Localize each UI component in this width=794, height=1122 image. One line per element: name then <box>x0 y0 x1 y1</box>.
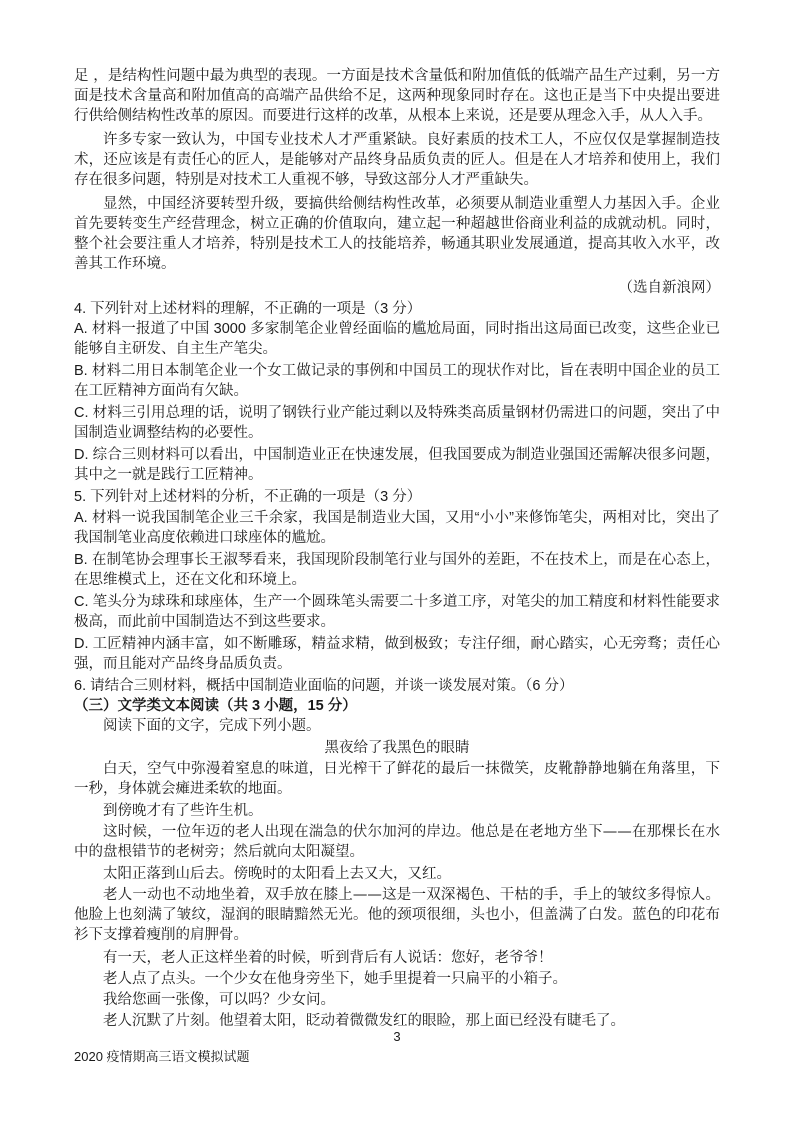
story-paragraph-3: 这时候，一位年迈的老人出现在湍急的伏尔加河的岸边。他总是在老地方坐下——在那棵长在水中的盘根错节的老树旁；然后就向太阳凝望。 <box>74 824 720 860</box>
story-paragraph-9: 老人沉默了片刻。他望着太阳，眨动着微微发红的眼睑，那上面已经没有睫毛了。 <box>103 1013 625 1029</box>
passage-paragraph-2: 许多专家一致认为，中国专业技术人才严重紧缺。良好素质的技术工人，不应仅仅是掌握制造技术，还应该是有责任心的匠人，是能够对产品终身品质负责的匠人。但是在人才培养和使用上，我们存在很多问题，特别是对技术工人重视不够，导致这部分人才严重缺失。 <box>74 132 720 188</box>
footer-title: 2020 疫情期高三语文模拟试题 <box>74 1049 250 1064</box>
question-5-option-b: B. 在制笔协会理事长王淑琴看来，我国现阶段制笔行业与国外的差距，不在技术上，而是在心态上，在思维模式上，还在文化和环境上。 <box>74 552 720 588</box>
question-5-option-a: A. 材料一说我国制笔企业三千余家，我国是制造业大国，又用“小小”来修饰笔尖，两相对比，突出了我国制笔业高度依赖进口球座体的尴尬。 <box>74 510 720 546</box>
question-4-stem: 4. 下列针对上述材料的理解，不正确的一项是（3 分） <box>74 301 422 317</box>
story-paragraph-1: 白天，空气中弥漫着窒息的味道，日光榨干了鲜花的最后一抹微笑，皮靴静静地躺在角落里，下一秒，身体就会瘫进柔软的地面。 <box>74 761 720 797</box>
question-4-option-b: B. 材料二用日本制笔企业一个女工做记录的事例和中国员工的现状作对比，旨在表明中国企业的员工在工匠精神方面尚有欠缺。 <box>74 363 720 399</box>
story-paragraph-8: 我给您画一张像，可以吗？少女问。 <box>103 992 335 1008</box>
story-paragraph-7: 老人点了点头。一个少女在他身旁坐下，她手里提着一只扁平的小箱子。 <box>103 971 567 987</box>
passage-paragraph-3: 显然，中国经济要转型升级，要搞供给侧结构性改革，必须要从制造业重塑人力基因入手。企业首先要转变生产经营理念，树立正确的价值取向，建立起一种超越世俗商业利益的成就动机。同时，整个社会要注重人才培养，特别是技术工人的技能培养，畅通其职业发展通道，提高其收入水平，改善其工作环境。 <box>74 196 720 272</box>
story-paragraph-4: 太阳正落到山后去。傍晚时的太阳看上去又大，又红。 <box>103 866 451 882</box>
story-title: 黑夜给了我黑色的眼睛 <box>324 740 470 756</box>
question-4-option-a: A. 材料一报道了中国 3000 多家制笔企业曾经面临的尴尬局面，同时指出这局面已改变，这些企业已能够自主研发、自主生产笔尖。 <box>74 321 720 357</box>
story-paragraph-2: 到傍晚才有了些许生机。 <box>103 803 263 819</box>
question-5-option-d: D. 工匠精神内涵丰富，如不断雕琢，精益求精，做到极致；专注仔细，耐心踏实，心无旁骛；责任心强，而且能对产品终身品质负责。 <box>74 636 720 672</box>
section-3-heading: （三）文学类文本阅读（共 3 小题，15 分） <box>74 698 357 714</box>
question-5-option-c: C. 笔头分为球珠和球座体，生产一个圆珠笔头需要二十多道工序，对笔尖的加工精度和材料性能要求极高，而此前中国制造达不到这些要求。 <box>74 594 720 630</box>
question-4-option-d: D. 综合三则材料可以看出，中国制造业正在快速发展，但我国要成为制造业强国还需解决很多问题，其中之一就是践行工匠精神。 <box>74 447 720 483</box>
question-5-stem: 5. 下列针对上述材料的分析，不正确的一项是（3 分） <box>74 489 422 505</box>
passage-paragraph-1: 足 ，是结构性问题中最为典型的表现。一方面是技术含量低和附加值低的低端产品生产过剩，另一方面是技术含量高和附加值高的高端产品供给不足，这两种现象同时存在。这也正是当下中央提出要进行供给侧结构性改革的原因。而要进行这样的改革，从根本上来说，还是要从理念入手，从人入手。 <box>74 68 720 124</box>
question-4-option-c: C. 材料三引用总理的话，说明了钢铁行业产能过剩以及特殊类高质量钢材仍需进口的问题，突出了中国制造业调整结构的必要性。 <box>74 405 720 441</box>
question-6: 6. 请结合三则材料，概括中国制造业面临的问题，并谈一谈发展对策。（6 分） <box>74 678 574 694</box>
story-paragraph-6: 有一天，老人正这样坐着的时候，听到背后有人说话：您好，老爷爷！ <box>103 950 553 966</box>
section-3-instruction: 阅读下面的文字，完成下列小题。 <box>103 718 321 734</box>
story-paragraph-5: 老人一动也不动地坐着，双手放在膝上——这是一双深褐色、干枯的手，手上的皱纹多得惊人。他脸上也刻满了皱纹，湿润的眼睛黯然无光。他的颈项很细，头也小，但盖满了白发。蓝色的印花布衫下支撑着瘦削的肩胛骨。 <box>74 887 720 943</box>
passage-source: （选自新浪网） <box>618 280 720 296</box>
page-number: 3 <box>393 1029 401 1044</box>
